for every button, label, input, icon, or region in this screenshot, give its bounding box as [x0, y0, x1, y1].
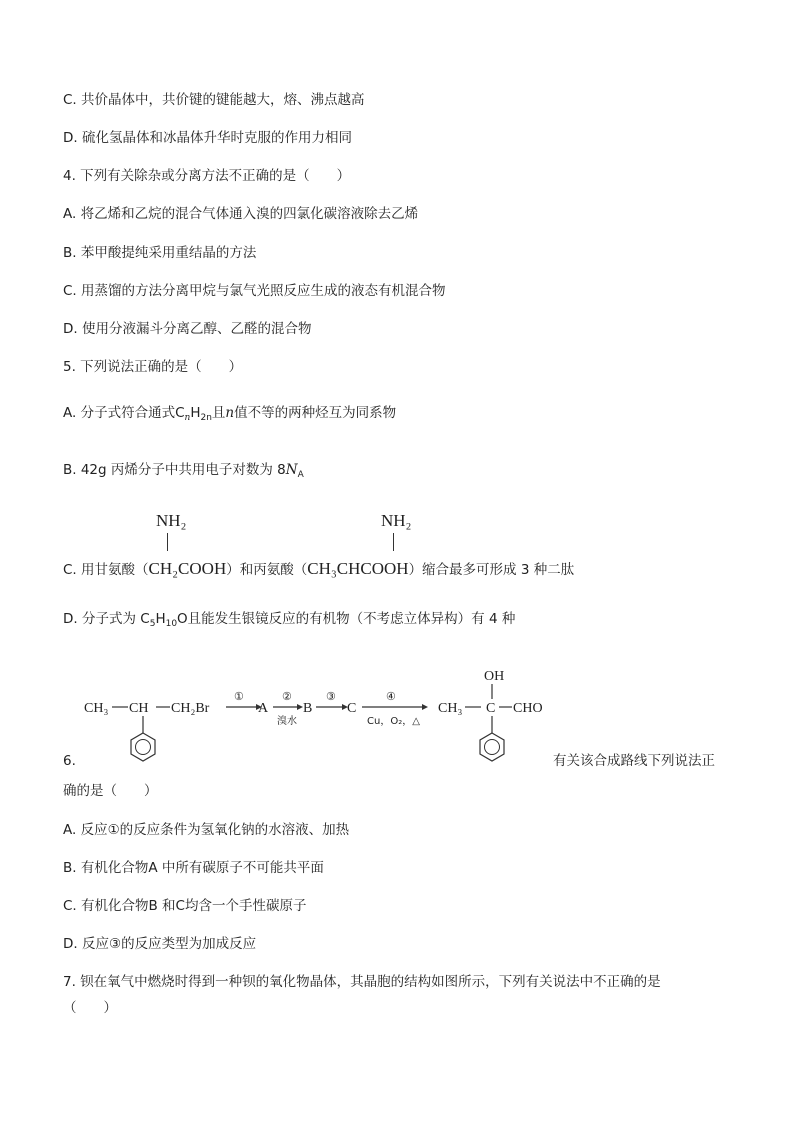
start-ch: CH — [129, 701, 149, 716]
step3-label: ③ — [326, 691, 336, 703]
q5-option-a: A. 分子式符合通式$C_nH_{2n}$且n值不等的两种烃互为同系物 — [63, 405, 397, 423]
q6-number: 6. — [63, 753, 76, 769]
q3-option-d: D. 硫化氢晶体和冰晶体升华时克服的作用力相同 — [63, 130, 352, 146]
q5-stem: 5. 下列说法正确的是（ ） — [63, 359, 243, 375]
start-ch2br: CH₂Br — [171, 701, 210, 716]
q5-option-b: B. 42g 丙烯分子中共用电子对数为 $8N_A$ — [63, 462, 304, 480]
step4-reagent: Cu，O₂，△ — [367, 716, 420, 727]
product-benzene-ring — [480, 733, 504, 761]
step4-label: ④ — [386, 691, 396, 703]
q7-stem: 7. 钡在氧气中燃烧时得到一种钡的氧化物晶体，其晶胞的结构如图所示，下列有关说法中不正确的是 — [63, 974, 661, 990]
intermediate-b: B — [303, 701, 313, 716]
q6-stem-tail: 有关该合成路线下列说法正 — [553, 753, 715, 769]
intermediate-c: C — [347, 701, 357, 716]
product-oh: OH — [484, 669, 505, 684]
product-cho: CHO — [513, 701, 543, 716]
alanine-formula: CH₃CHCOOH — [307, 559, 409, 578]
q5-option-c: C. 用甘氨酸（CH₂COOH）和丙氨酸（CH₃CHCOOH）缩合最多可形成 3 种二肽 — [63, 559, 575, 578]
start-ch3: CH₃ — [84, 701, 109, 716]
q5-option-d: D. 分子式为 $C_5H_{10}O$且能发生银镜反应的有机物（不考虑立体异构）有 4 种 — [63, 611, 516, 629]
glycine-formula: CH₂COOH — [148, 559, 227, 578]
q4-stem: 4. 下列有关除杂或分离方法不正确的是（ ） — [63, 168, 351, 184]
alanine-bond — [393, 533, 394, 551]
q6-stem-cont: 确的是（ ） — [63, 783, 158, 799]
q6-option-d: D. 反应③的反应类型为加成反应 — [63, 936, 257, 952]
intermediate-a: A — [258, 701, 269, 716]
q6-option-c: C. 有机化合物B 和C均含一个手性碳原子 — [63, 898, 307, 914]
q4-option-a: A. 将乙烯和乙烷的混合气体通入溴的四氯化碳溶液除去乙烯 — [63, 206, 419, 222]
q4-option-b: B. 苯甲酸提纯采用重结晶的方法 — [63, 245, 257, 261]
alanine-nh2: NH₂ — [381, 511, 412, 530]
step1-label: ① — [234, 691, 244, 703]
step2-reagent: 溴水 — [277, 716, 297, 727]
product-c: C — [486, 701, 496, 716]
glycine-nh2: NH₂ — [156, 511, 187, 530]
q4-option-c: C. 用蒸馏的方法分离甲烷与氯气光照反应生成的液态有机混合物 — [63, 283, 446, 299]
q6-option-b: B. 有机化合物A 中所有碳原子不可能共平面 — [63, 860, 324, 876]
q3-option-c: C. 共价晶体中，共价键的键能越大，熔、沸点越高 — [63, 92, 365, 108]
q7-stem-cont: （ ） — [63, 1000, 117, 1016]
product-ch3: CH₃ — [438, 701, 463, 716]
glycine-bond — [167, 533, 168, 551]
step2-label: ② — [282, 691, 292, 703]
q6-option-a: A. 反应①的反应条件为氢氧化钠的水溶液、加热 — [63, 822, 350, 838]
q4-option-d: D. 使用分液漏斗分离乙醇、乙醛的混合物 — [63, 321, 312, 337]
start-benzene-ring — [131, 733, 155, 761]
